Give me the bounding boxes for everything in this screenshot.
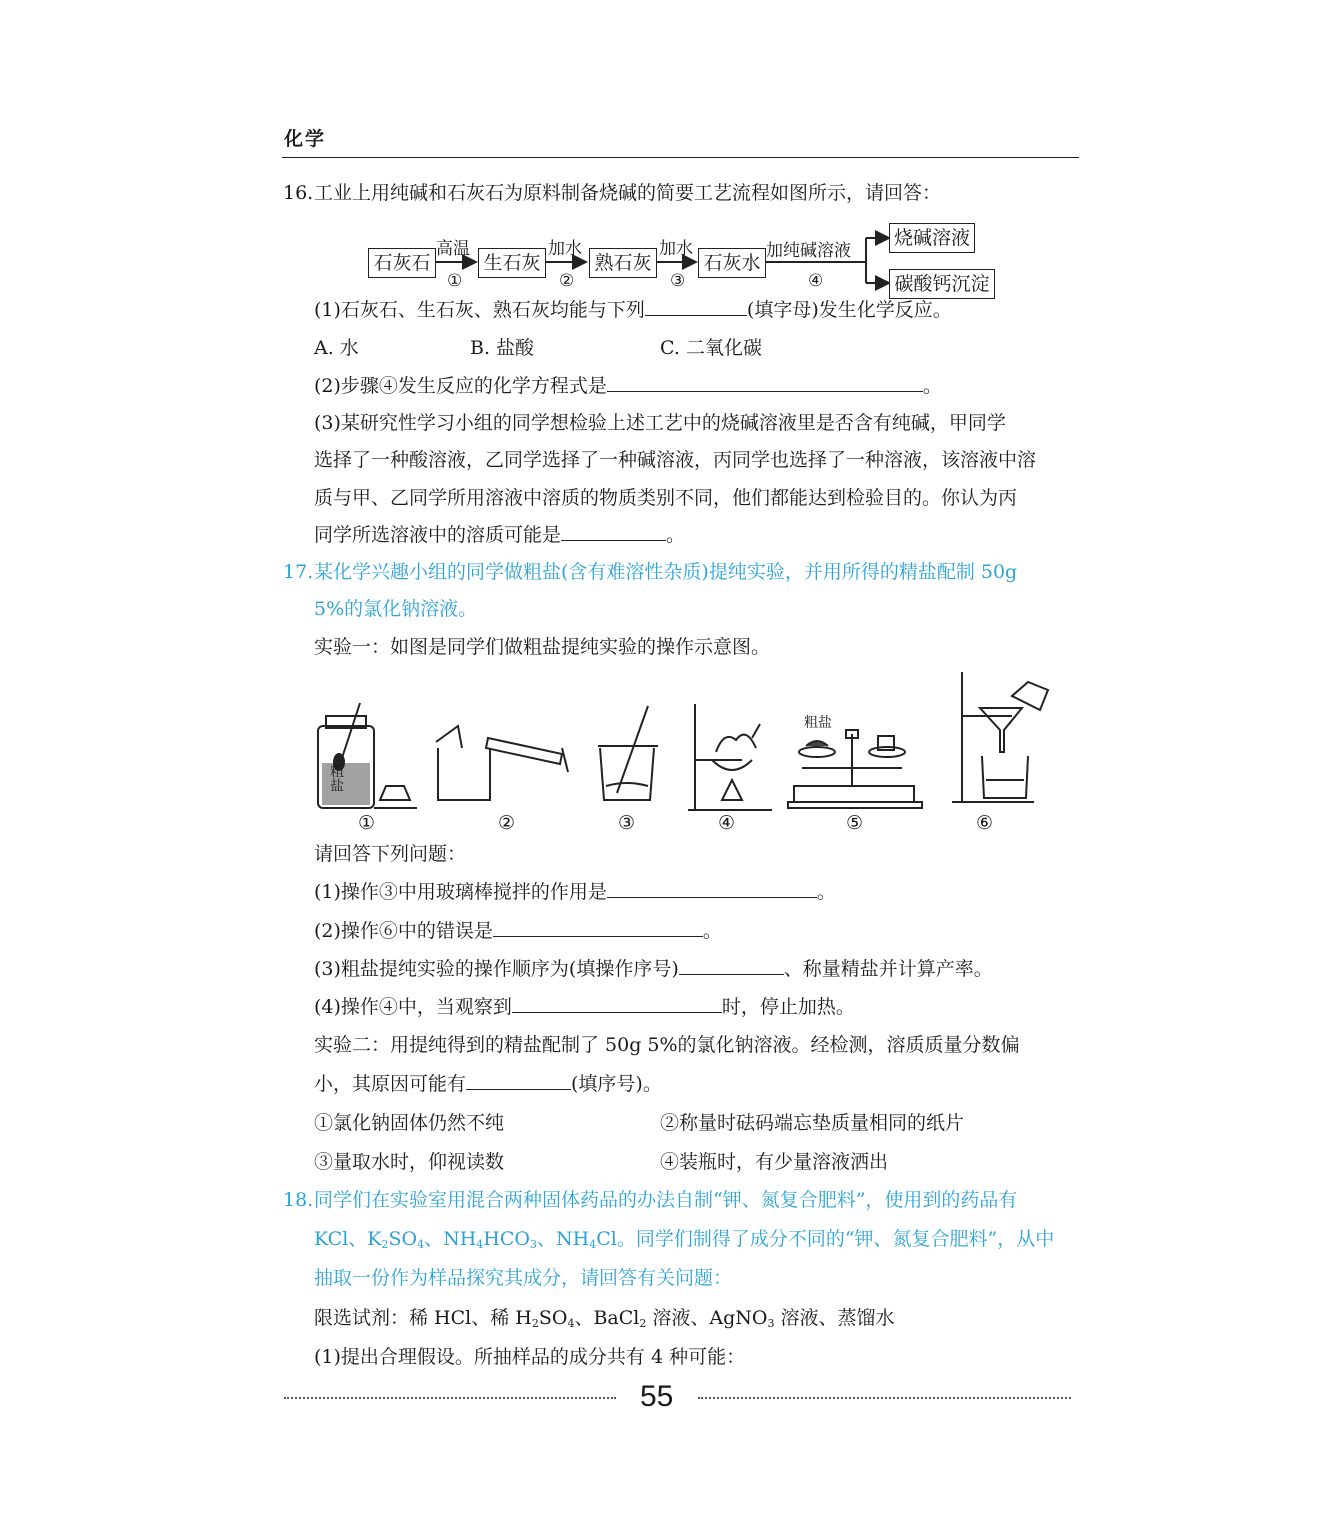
answer-blank[interactable] xyxy=(607,373,923,392)
q17-apparatus-figure xyxy=(312,668,1052,836)
q16-stem: 工业上用纯碱和石灰石为原料制备烧碱的简要工艺流程如图所示，请回答： xyxy=(314,182,942,204)
q18-chemicals: KCl、$K_2SO_4$、$NH_4HCO_3$、$NH_4Cl$ xyxy=(314,1228,617,1251)
flow-box-caustic-soda: 烧碱溶液 xyxy=(889,223,975,253)
q17-sub1-tail: 。 xyxy=(816,881,836,903)
q17-sub1-text: (1)操作③中用玻璃棒搅拌的作用是 xyxy=(314,881,607,903)
q18-number: 18. xyxy=(283,1189,314,1211)
q17-exp2-text: 小，其原因可能有 xyxy=(314,1073,467,1095)
flow-step-4: ④ xyxy=(808,271,824,291)
q17-reason-4: ④装瓶时，有少量溶液洒出 xyxy=(660,1151,889,1173)
figure-label-5: ⑤ xyxy=(846,812,864,834)
q17-reason-3: ③量取水时，仰视读数 xyxy=(314,1151,505,1173)
footer-dots-right xyxy=(698,1397,1071,1399)
flow-cond-1: 高温 xyxy=(436,239,470,259)
q17-number: 17. xyxy=(283,561,314,583)
q18-hypothesis: (1)提出合理假设。所抽样品的成分共有 4 种可能： xyxy=(314,1346,746,1368)
q17-sub3-text: (3)粗盐提纯实验的操作顺序为(填操作序号) xyxy=(314,958,679,980)
q18-line1: 同学们在实验室用混合两种固体药品的办法自制“钾、氮复合肥料”，使用到的药品有 xyxy=(314,1189,1018,1211)
flow-box-caco3: 碳酸钙沉淀 xyxy=(889,269,995,299)
q17-reason-2: ②称量时砝码端忘垫质量相同的纸片 xyxy=(660,1112,965,1134)
q17-exp1: 实验一：如图是同学们做粗盐提纯实验的操作示意图。 xyxy=(314,636,771,658)
q17-sub2-tail: 。 xyxy=(702,920,722,942)
q16-part1-text: (1)石灰石、生石灰、熟石灰均能与下列 xyxy=(314,299,645,321)
footer-dots-left xyxy=(284,1397,616,1399)
q18-reagents-list: $H_2SO_4$、BaCl$_2$ 溶液、AgNO$_3$ 溶液、蒸馏水 xyxy=(515,1307,895,1330)
q17-exp2-tail: (填序号)。 xyxy=(571,1073,662,1095)
q16-part3-line4 xyxy=(314,522,685,548)
q18-line2 xyxy=(314,1226,1054,1252)
q17-sub4 xyxy=(314,994,855,1020)
q16-part2-text: (2)步骤④发生反应的化学方程式是 xyxy=(314,375,607,397)
q16-part3-line1: (3)某研究性学习小组的同学想检验上述工艺中的烧碱溶液里是否含有纯碱，甲同学 xyxy=(314,412,1006,434)
jar-label: 粗盐 xyxy=(328,764,344,792)
figure-label-3: ③ xyxy=(618,812,636,834)
flow-box-limewater: 石灰水 xyxy=(698,248,766,278)
flow-cond-2: 加水 xyxy=(548,239,582,259)
flow-cond-3: 加水 xyxy=(659,239,693,259)
q17-sub4-text: (4)操作④中，当观察到 xyxy=(314,996,512,1018)
q17-ask: 请回答下列问题： xyxy=(314,843,467,865)
q17-sub3-tail: 、称量精盐并计算产率。 xyxy=(783,958,993,980)
q18-reagents xyxy=(314,1305,895,1331)
flow-box-limestone: 石灰石 xyxy=(368,248,436,278)
flow-step-2: ② xyxy=(559,271,575,291)
q16-part3-text: 同学所选溶液中的溶质可能是 xyxy=(314,524,562,546)
q17-exp2-line1: 实验二：用提纯得到的精盐配制了 50g 5%的氯化钠溶液。经检测，溶质质量分数偏 xyxy=(314,1034,1020,1056)
q16-part3-line2: 选择了一种酸溶液，乙同学选择了一种碱溶液，丙同学也选择了一种溶液，该溶液中溶 xyxy=(314,449,1037,471)
answer-blank[interactable] xyxy=(607,879,817,898)
flow-cond-4: 加纯碱溶液 xyxy=(766,241,851,261)
q16-part3-line3: 质与甲、乙同学所用溶液中溶质的物质类别不同，他们都能达到检验目的。你认为丙 xyxy=(314,487,1018,509)
q17-sub2 xyxy=(314,918,722,944)
q16-option-a: A. 水 xyxy=(314,337,359,359)
q16-part3-tail: 。 xyxy=(666,524,686,546)
q16-part2-tail: 。 xyxy=(922,375,942,397)
answer-blank[interactable] xyxy=(466,1071,571,1090)
q16-option-b: B. 盐酸 xyxy=(470,337,535,359)
answer-blank[interactable] xyxy=(512,994,722,1013)
q16-part2 xyxy=(314,373,942,399)
q18-reagents-prefix: 限选试剂：稀 HCl、稀 xyxy=(314,1307,516,1329)
scale-label: 粗盐 xyxy=(804,715,832,731)
page-number: 55 xyxy=(640,1380,674,1413)
flow-box-quicklime: 生石灰 xyxy=(478,248,546,278)
flow-step-3: ③ xyxy=(670,271,686,291)
q17-sub2-text: (2)操作⑥中的错误是 xyxy=(314,920,493,942)
q16-number: 16. xyxy=(283,182,314,204)
answer-blank[interactable] xyxy=(645,297,747,316)
flow-step-1: ① xyxy=(447,271,463,291)
subject-header: 化学 xyxy=(284,128,327,150)
answer-blank[interactable] xyxy=(493,918,703,937)
figure-label-1: ① xyxy=(358,812,376,834)
q17-exp2-line2 xyxy=(314,1071,662,1097)
q17-sub3 xyxy=(314,956,993,982)
q17-sub1 xyxy=(314,879,836,905)
figure-label-4: ④ xyxy=(718,812,736,834)
figure-label-6: ⑥ xyxy=(976,812,994,834)
figure-label-2: ② xyxy=(498,812,516,834)
q16-flow-diagram xyxy=(0,0,1325,300)
q16-part1 xyxy=(314,297,952,323)
answer-blank[interactable] xyxy=(679,956,784,975)
q18-line2-text: 。同学们制得了成分不同的“钾、氮复合肥料”，从中 xyxy=(616,1228,1055,1250)
q17-reason-1: ①氯化钠固体仍然不纯 xyxy=(314,1112,505,1134)
q17-stem-line1: 某化学兴趣小组的同学做粗盐(含有难溶性杂质)提纯实验，并用所得的精盐配制 50g xyxy=(314,561,1018,583)
q17-sub4-tail: 时，停止加热。 xyxy=(721,996,855,1018)
q16-option-c: C. 二氧化碳 xyxy=(660,337,762,359)
q16-part1-tail: (填字母)发生化学反应。 xyxy=(746,299,952,321)
flow-box-slaked-lime: 熟石灰 xyxy=(589,248,657,278)
q18-line3: 抽取一份作为样品探究其成分，请回答有关问题： xyxy=(314,1267,733,1289)
q17-stem-line2: 5%的氯化钠溶液。 xyxy=(314,598,478,620)
answer-blank[interactable] xyxy=(561,522,666,541)
